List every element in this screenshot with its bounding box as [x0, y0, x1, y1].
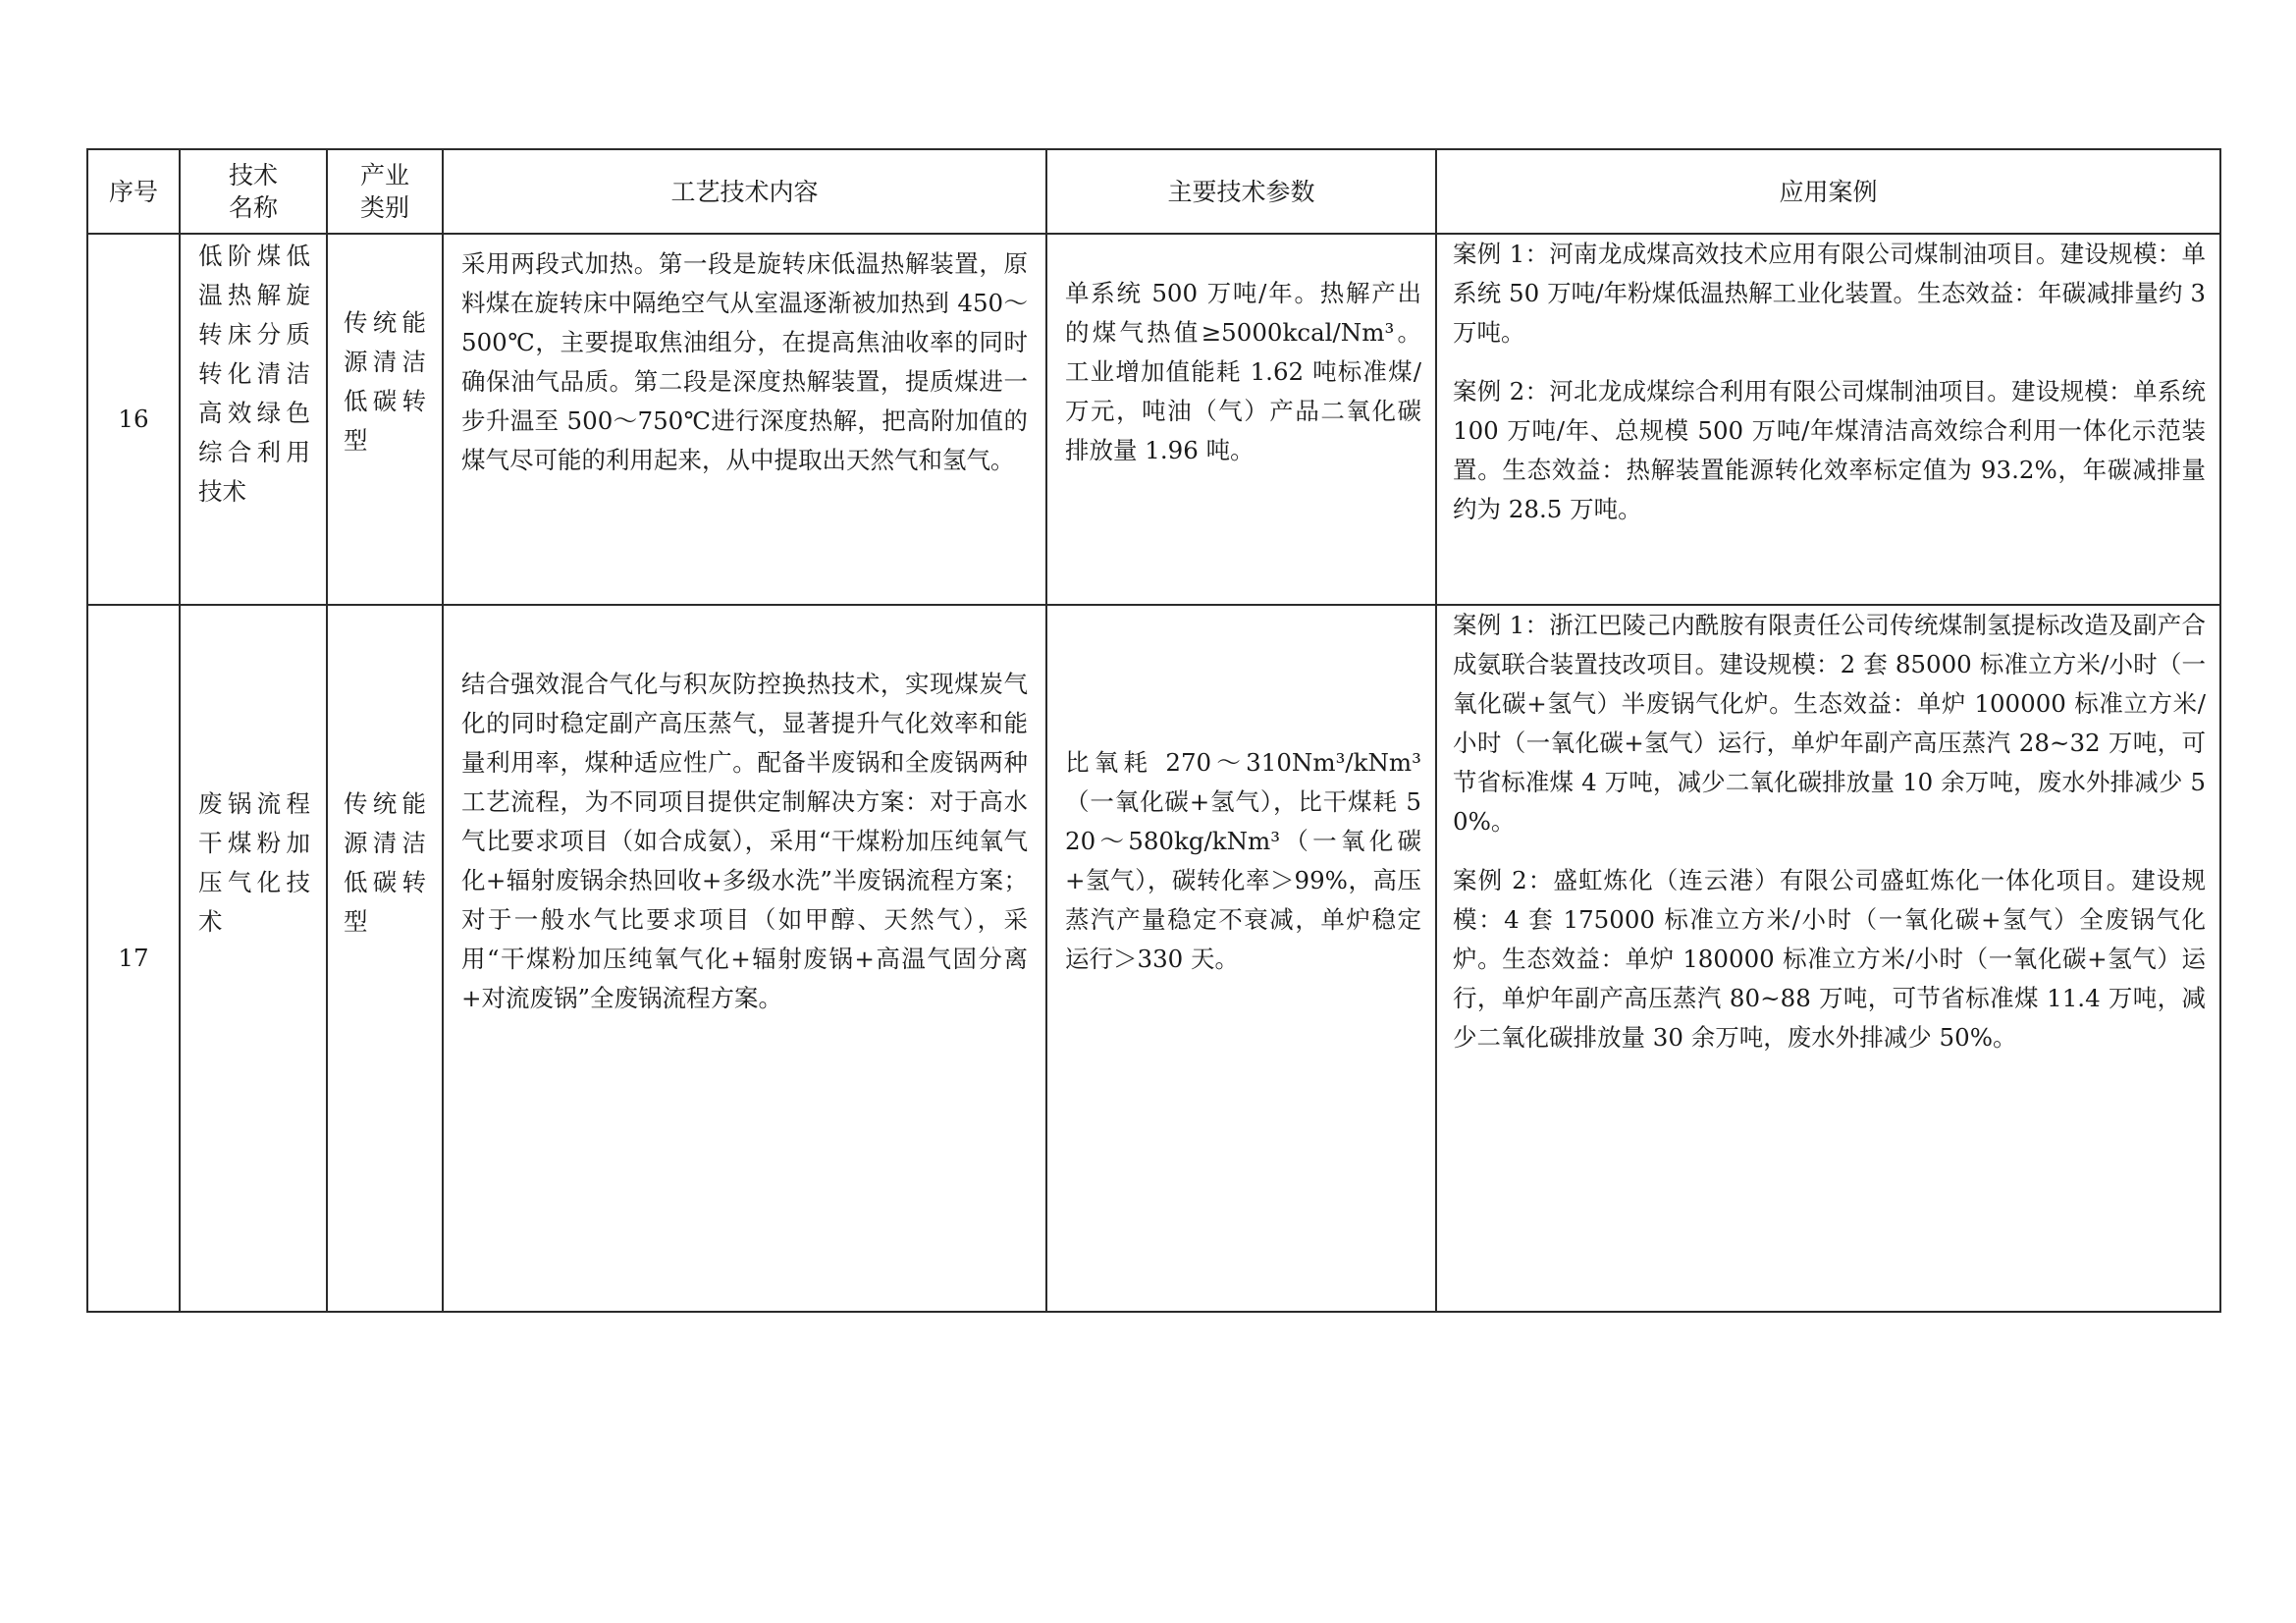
technology-name: 低阶煤低温热解旋转床分质转化清洁高效绿色综合利用技术 — [180, 234, 327, 605]
application-cases — [1436, 605, 2220, 1312]
header-category-line1: 产业 — [359, 161, 409, 189]
application-cases — [1436, 234, 2220, 605]
header-cases: 应用案例 — [1436, 149, 2220, 234]
case-1: 案例 1：浙江巴陵己内酰胺有限责任公司传统煤制氢提标改造及副产合成氨联合装置技改项目。建设规模：2 套 85000 标准立方米/小时（一氧化碳+氢气）半废锅气化炉。生态效益：单炉 100000 标准立方米/小时（一氧化碳+氢气）运行，单炉年副产高压蒸汽 28~32 万吨，可节省标准煤 4 万吨，减少二氧化碳排放量 10 余万吨，废水外排减少 50%。 — [1453, 611, 2206, 836]
header-name-line2: 名称 — [228, 193, 278, 222]
process-content: 结合强效混合气化与积灰防控换热技术，实现煤炭气化的同时稳定副产高压蒸气，显著提升气化效率和能量利用率，煤种适应性广。配备半废锅和全废锅两种工艺流程，为不同项目提供定制解决方案：对于高水气比要求项目（如合成氨），采用“干煤粉加压纯氧气化+辐射废锅余热回收+多级水洗”半废锅流程方案；对于一般水气比要求项目（如甲醇、天然气），采用“干煤粉加压纯氧气化+辐射废锅+高温气固分离+对流废锅”全废锅流程方案。 — [443, 605, 1046, 1312]
technical-parameters: 比氧耗 270～310Nm³/kNm³（一氧化碳+氢气），比干煤耗 520～580kg/kNm³（一氧化碳+氢气），碳转化率＞99%，高压蒸汽产量稳定不衰减，单炉稳定运行＞330 天。 — [1046, 605, 1436, 1312]
technology-name: 废锅流程干煤粉加压气化技术 — [180, 605, 327, 1312]
header-no: 序号 — [87, 149, 180, 234]
header-category — [327, 149, 443, 234]
technology-table — [86, 148, 2221, 1313]
table-row — [87, 605, 2220, 1312]
row-number: 16 — [87, 234, 180, 605]
table-row — [87, 234, 2220, 605]
header-category-line2: 类别 — [359, 193, 409, 222]
industry-category: 传统能源清洁低碳转型 — [327, 234, 443, 605]
row-number: 17 — [87, 605, 180, 1312]
case-1: 案例 1：河南龙成煤高效技术应用有限公司煤制油项目。建设规模：单系统 50 万吨/年粉煤低温热解工业化装置。生态效益：年碳减排量约 3 万吨。 — [1453, 240, 2206, 347]
header-params: 主要技术参数 — [1046, 149, 1436, 234]
table-header-row — [87, 149, 2220, 234]
header-process: 工艺技术内容 — [443, 149, 1046, 234]
case-2: 案例 2：河北龙成煤综合利用有限公司煤制油项目。建设规模：单系统 100 万吨/年、总规模 500 万吨/年煤清洁高效综合利用一体化示范装置。生态效益：热解装置能源转化效率标定值为 93.2%，年碳减排量约为 28.5 万吨。 — [1453, 377, 2206, 523]
header-name-line1: 技术 — [228, 161, 278, 189]
technical-parameters: 单系统 500 万吨/年。热解产出的煤气热值≥5000kcal/Nm³。工业增加值能耗 1.62 吨标准煤/万元，吨油（气）产品二氧化碳排放量 1.96 吨。 — [1046, 234, 1436, 605]
industry-category: 传统能源清洁低碳转型 — [327, 605, 443, 1312]
header-name — [180, 149, 327, 234]
case-2: 案例 2：盛虹炼化（连云港）有限公司盛虹炼化一体化项目。建设规模：4 套 175000 标准立方米/小时（一氧化碳+氢气）全废锅气化炉。生态效益：单炉 180000 标准立方米/小时（一氧化碳+氢气）运行，单炉年副产高压蒸汽 80~88 万吨，可节省标准煤 11.4 万吨，减少二氧化碳排放量 30 余万吨，废水外排减少 50%。 — [1453, 866, 2206, 1052]
process-content: 采用两段式加热。第一段是旋转床低温热解装置，原料煤在旋转床中隔绝空气从室温逐渐被加热到 450～500℃，主要提取焦油组分，在提高焦油收率的同时确保油气品质。第二段是深度热解装置，提质煤进一步升温至 500～750℃进行深度热解，把高附加值的煤气尽可能的利用起来，从中提取出天然气和氢气。 — [443, 234, 1046, 605]
